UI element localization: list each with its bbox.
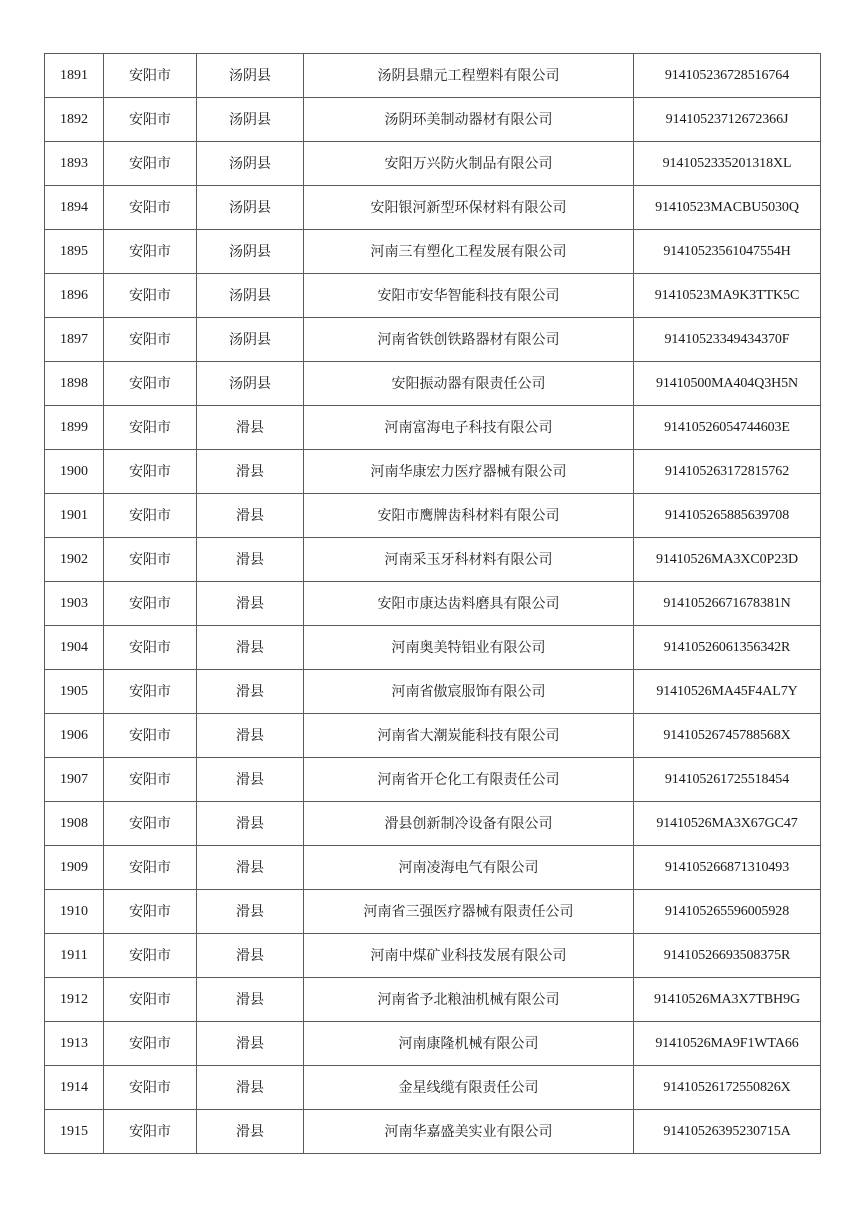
row-number: 1909	[45, 846, 104, 890]
credit-code-cell: 91410526MA9F1WTA66	[634, 1022, 821, 1066]
credit-code-cell: 91410526395230715A	[634, 1110, 821, 1154]
credit-code-cell: 91410523561047554H	[634, 230, 821, 274]
county-cell: 滑县	[197, 1022, 304, 1066]
city-cell: 安阳市	[104, 934, 197, 978]
credit-code-cell: 91410526MA3XC0P23D	[634, 538, 821, 582]
city-cell: 安阳市	[104, 230, 197, 274]
credit-code-cell: 91410523712672366J	[634, 98, 821, 142]
company-name-cell: 河南省三强医疗器械有限责任公司	[304, 890, 634, 934]
table-row	[45, 626, 821, 670]
county-cell: 滑县	[197, 626, 304, 670]
credit-code-cell: 914105265885639708	[634, 494, 821, 538]
city-cell: 安阳市	[104, 846, 197, 890]
county-cell: 滑县	[197, 406, 304, 450]
row-number: 1912	[45, 978, 104, 1022]
table-row	[45, 802, 821, 846]
county-cell: 汤阴县	[197, 318, 304, 362]
city-cell: 安阳市	[104, 406, 197, 450]
table-row	[45, 362, 821, 406]
company-name-cell: 安阳市安华智能科技有限公司	[304, 274, 634, 318]
company-name-cell: 汤阴环美制动器材有限公司	[304, 98, 634, 142]
city-cell: 安阳市	[104, 978, 197, 1022]
county-cell: 滑县	[197, 538, 304, 582]
table-row	[45, 186, 821, 230]
row-number: 1898	[45, 362, 104, 406]
county-cell: 汤阴县	[197, 230, 304, 274]
company-name-cell: 河南省开仑化工有限责任公司	[304, 758, 634, 802]
company-name-cell: 河南华康宏力医疗器械有限公司	[304, 450, 634, 494]
row-number: 1893	[45, 142, 104, 186]
credit-code-cell: 914105266871310493	[634, 846, 821, 890]
table-row	[45, 230, 821, 274]
county-cell: 汤阴县	[197, 98, 304, 142]
company-name-cell: 安阳振动器有限责任公司	[304, 362, 634, 406]
table-row	[45, 98, 821, 142]
row-number: 1904	[45, 626, 104, 670]
city-cell: 安阳市	[104, 186, 197, 230]
company-name-cell: 河南富海电子科技有限公司	[304, 406, 634, 450]
county-cell: 汤阴县	[197, 186, 304, 230]
credit-code-cell: 91410526MA3X67GC47	[634, 802, 821, 846]
city-cell: 安阳市	[104, 98, 197, 142]
row-number: 1896	[45, 274, 104, 318]
table-row	[45, 274, 821, 318]
city-cell: 安阳市	[104, 626, 197, 670]
enterprise-table	[44, 53, 821, 1154]
table-row	[45, 714, 821, 758]
county-cell: 汤阴县	[197, 274, 304, 318]
table-row	[45, 450, 821, 494]
table-row	[45, 1110, 821, 1154]
row-number: 1902	[45, 538, 104, 582]
row-number: 1910	[45, 890, 104, 934]
city-cell: 安阳市	[104, 1066, 197, 1110]
city-cell: 安阳市	[104, 54, 197, 98]
city-cell: 安阳市	[104, 714, 197, 758]
table-row	[45, 1066, 821, 1110]
row-number: 1899	[45, 406, 104, 450]
company-name-cell: 安阳万兴防火制品有限公司	[304, 142, 634, 186]
company-name-cell: 安阳市康达齿料磨具有限公司	[304, 582, 634, 626]
county-cell: 滑县	[197, 758, 304, 802]
company-name-cell: 河南康隆机械有限公司	[304, 1022, 634, 1066]
table-row	[45, 758, 821, 802]
table-row	[45, 538, 821, 582]
city-cell: 安阳市	[104, 802, 197, 846]
credit-code-cell: 91410523MA9K3TTK5C	[634, 274, 821, 318]
city-cell: 安阳市	[104, 450, 197, 494]
credit-code-cell: 914105236728516764	[634, 54, 821, 98]
county-cell: 滑县	[197, 802, 304, 846]
table-row	[45, 406, 821, 450]
company-name-cell: 河南华嘉盛美实业有限公司	[304, 1110, 634, 1154]
credit-code-cell: 91410526061356342R	[634, 626, 821, 670]
city-cell: 安阳市	[104, 362, 197, 406]
county-cell: 滑县	[197, 494, 304, 538]
county-cell: 滑县	[197, 670, 304, 714]
county-cell: 滑县	[197, 934, 304, 978]
company-name-cell: 金星线缆有限责任公司	[304, 1066, 634, 1110]
row-number: 1900	[45, 450, 104, 494]
company-name-cell: 河南凌海电气有限公司	[304, 846, 634, 890]
credit-code-cell: 914105263172815762	[634, 450, 821, 494]
table-row	[45, 670, 821, 714]
company-name-cell: 安阳银河新型环保材料有限公司	[304, 186, 634, 230]
company-name-cell: 河南采玉牙科材料有限公司	[304, 538, 634, 582]
credit-code-cell: 91410526671678381N	[634, 582, 821, 626]
company-name-cell: 河南奥美特铝业有限公司	[304, 626, 634, 670]
row-number: 1894	[45, 186, 104, 230]
company-name-cell: 河南省傲宸服饰有限公司	[304, 670, 634, 714]
county-cell: 滑县	[197, 1066, 304, 1110]
table-row	[45, 1022, 821, 1066]
credit-code-cell: 91410526MA3X7TBH9G	[634, 978, 821, 1022]
county-cell: 滑县	[197, 450, 304, 494]
city-cell: 安阳市	[104, 142, 197, 186]
credit-code-cell: 91410526745788568X	[634, 714, 821, 758]
credit-code-cell: 91410526054744603E	[634, 406, 821, 450]
county-cell: 滑县	[197, 1110, 304, 1154]
row-number: 1903	[45, 582, 104, 626]
city-cell: 安阳市	[104, 670, 197, 714]
city-cell: 安阳市	[104, 318, 197, 362]
company-name-cell: 河南中煤矿业科技发展有限公司	[304, 934, 634, 978]
row-number: 1905	[45, 670, 104, 714]
county-cell: 滑县	[197, 582, 304, 626]
credit-code-cell: 914105265596005928	[634, 890, 821, 934]
row-number: 1891	[45, 54, 104, 98]
row-number: 1911	[45, 934, 104, 978]
credit-code-cell: 9141052335201318XL	[634, 142, 821, 186]
credit-code-cell: 91410526693508375R	[634, 934, 821, 978]
row-number: 1892	[45, 98, 104, 142]
table-row	[45, 54, 821, 98]
city-cell: 安阳市	[104, 1110, 197, 1154]
row-number: 1901	[45, 494, 104, 538]
row-number: 1906	[45, 714, 104, 758]
row-number: 1914	[45, 1066, 104, 1110]
table-row	[45, 978, 821, 1022]
company-name-cell: 河南省予北粮油机械有限公司	[304, 978, 634, 1022]
table-row	[45, 934, 821, 978]
city-cell: 安阳市	[104, 494, 197, 538]
county-cell: 滑县	[197, 846, 304, 890]
city-cell: 安阳市	[104, 758, 197, 802]
county-cell: 滑县	[197, 890, 304, 934]
city-cell: 安阳市	[104, 890, 197, 934]
table-row	[45, 494, 821, 538]
county-cell: 汤阴县	[197, 362, 304, 406]
row-number: 1915	[45, 1110, 104, 1154]
credit-code-cell: 91410526172550826X	[634, 1066, 821, 1110]
row-number: 1908	[45, 802, 104, 846]
county-cell: 滑县	[197, 978, 304, 1022]
credit-code-cell: 91410526MA45F4AL7Y	[634, 670, 821, 714]
city-cell: 安阳市	[104, 538, 197, 582]
company-name-cell: 滑县创新制冷设备有限公司	[304, 802, 634, 846]
county-cell: 汤阴县	[197, 54, 304, 98]
company-name-cell: 河南省大潮炭能科技有限公司	[304, 714, 634, 758]
company-name-cell: 汤阴县鼎元工程塑料有限公司	[304, 54, 634, 98]
county-cell: 汤阴县	[197, 142, 304, 186]
credit-code-cell: 91410523349434370F	[634, 318, 821, 362]
row-number: 1897	[45, 318, 104, 362]
credit-code-cell: 91410500MA404Q3H5N	[634, 362, 821, 406]
table-row	[45, 142, 821, 186]
row-number: 1895	[45, 230, 104, 274]
credit-code-cell: 914105261725518454	[634, 758, 821, 802]
city-cell: 安阳市	[104, 1022, 197, 1066]
enterprise-table-body	[45, 54, 821, 1154]
table-row	[45, 846, 821, 890]
company-name-cell: 安阳市鹰牌齿科材料有限公司	[304, 494, 634, 538]
city-cell: 安阳市	[104, 274, 197, 318]
row-number: 1907	[45, 758, 104, 802]
company-name-cell: 河南省铁创铁路器材有限公司	[304, 318, 634, 362]
credit-code-cell: 91410523MACBU5030Q	[634, 186, 821, 230]
city-cell: 安阳市	[104, 582, 197, 626]
table-row	[45, 890, 821, 934]
table-row	[45, 318, 821, 362]
table-row	[45, 582, 821, 626]
company-name-cell: 河南三有塑化工程发展有限公司	[304, 230, 634, 274]
county-cell: 滑县	[197, 714, 304, 758]
row-number: 1913	[45, 1022, 104, 1066]
